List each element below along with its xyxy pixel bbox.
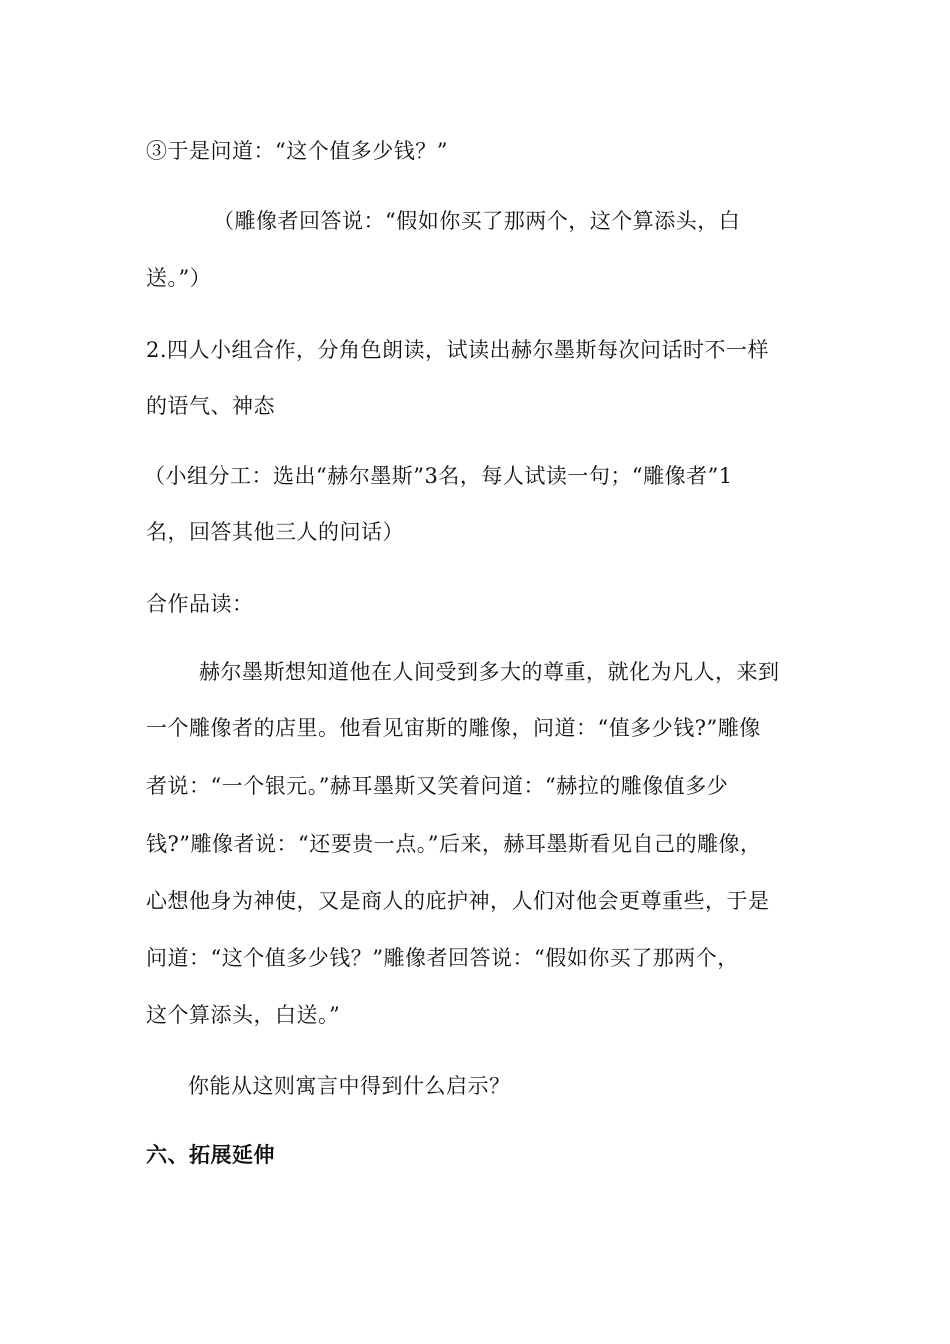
text-line-sculptor-reply: （雕像者回答说：“假如你买了那两个，这个算添头，白 [213,209,741,233]
text-line-fable-5: 心想他身为神使，又是商人的庇护神，人们对他会更尊重些，于是 [146,889,770,913]
text-line-fable-2: 一个雕像者的店里。他看见宙斯的雕像，问道：“值多少钱?”雕像 [146,716,761,740]
text-line-fable-7: 这个算添头，白送。” [146,1003,341,1027]
text-line-cooperative-reading-label: 合作品读： [146,592,254,616]
text-line-question: 你能从这则寓言中得到什么启示？ [188,1074,511,1098]
text-line-fable-3: 者说：“一个银元。”赫耳墨斯又笑着问道：“赫拉的雕像值多少 [146,774,729,798]
text-line-fable-1: 赫尔墨斯想知道他在人间受到多大的尊重，就化为凡人，来到 [199,660,780,684]
text-line-task-2-cont: 的语气、神态 [146,394,275,418]
text-line-task-2: 2.四人小组合作，分角色朗读，试读出赫尔墨斯每次问话时不一样 [146,338,770,362]
text-line-group-division-cont: 名，回答其他三人的问话） [146,520,404,544]
text-line-group-division: （小组分工：选出“赫尔墨斯”3名，每人试读一句；“雕像者”1 [144,464,733,488]
text-line-sculptor-reply-cont: 送。”） [146,266,212,290]
text-line-fable-4: 钱?”雕像者说：“还要贵一点。”后来，赫耳墨斯看见自己的雕像， [146,832,762,856]
section-heading-extension: 六、拓展延伸 [146,1143,275,1167]
text-line-answer-3: ③于是问道：“这个值多少钱？” [146,139,448,163]
text-line-fable-6: 问道：“这个值多少钱？”雕像者回答说：“假如你买了那两个， [146,946,739,970]
